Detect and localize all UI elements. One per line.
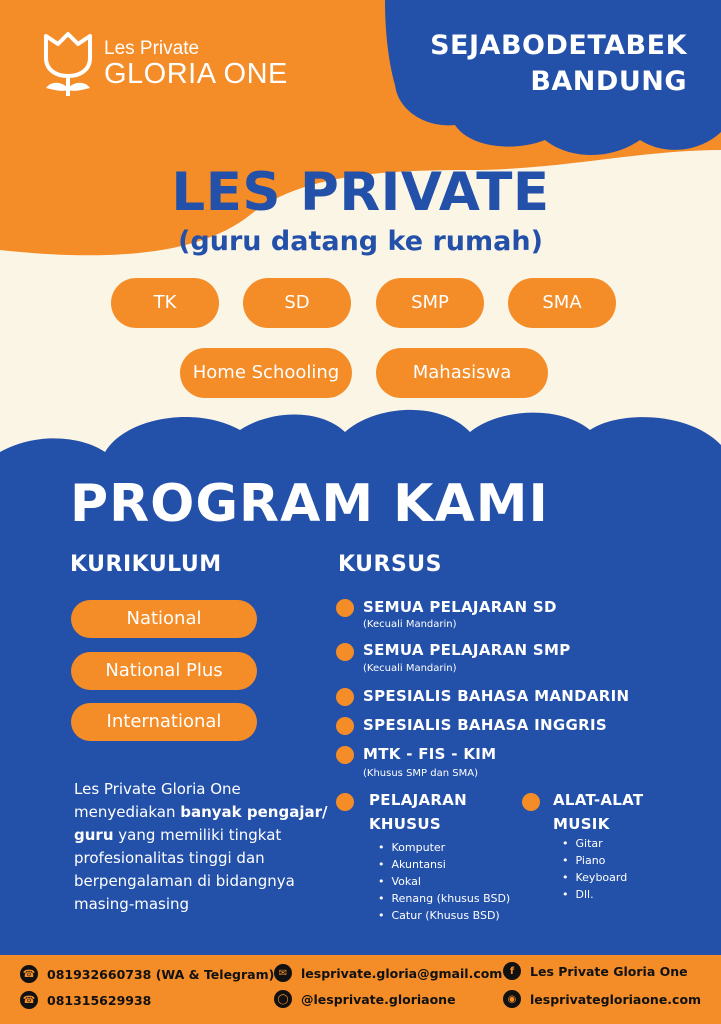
bullet-dot-icon [336,793,354,811]
contact-phone[interactable] [20,991,151,1009]
bullet-dot-icon [336,643,354,661]
contact-facebook-text: Les Private Gloria One [530,963,688,979]
region-line-1: SEJABODETABEK [430,30,687,61]
kursus-item-title: SEMUA PELAJARAN SMP [363,641,571,659]
contact-website[interactable] [503,990,701,1008]
facebook-icon: f [503,962,521,980]
list-item: • Keyboard [562,869,627,886]
kursus-heading: KURSUS [338,552,443,577]
tulip-book-logo-icon [40,30,96,100]
contact-email[interactable] [274,964,502,982]
contact-instagram[interactable] [274,990,456,1008]
khusus-list [378,839,510,924]
contact-facebook[interactable] [503,962,688,980]
kursus-item-title: SPESIALIS BAHASA INGGRIS [363,716,607,734]
description-bold: banyak pengajar/ guru [74,803,328,844]
kurikulum-international: International [71,703,257,741]
mail-icon: ✉ [274,964,292,982]
hero-subtitle: (guru datang ke rumah) [178,226,543,257]
musik-list [562,835,627,903]
bullet-dot-icon [522,793,540,811]
khusus-title-2: KHUSUS [369,815,441,833]
bullet-dot-icon [336,688,354,706]
contact-email-text: lesprivate.gloria@gmail.com [301,965,503,981]
contact-instagram-text: @lesprivate.gloriaone [301,991,456,1007]
kursus-item-note: (Khusus SMP dan SMA) [363,768,478,779]
contact-phone-wa[interactable] [20,965,274,983]
phone-icon: ☎ [20,965,38,983]
region-line-2: BANDUNG [530,66,687,97]
list-item: • Catur (Khusus BSD) [378,907,510,924]
kursus-item-title: SEMUA PELAJARAN SD [363,598,557,616]
list-item: • Renang (khusus BSD) [378,890,510,907]
level-pill-sd: SD [243,278,351,328]
level-pill-sma: SMA [508,278,616,328]
list-item: • Vokal [378,873,510,890]
footer-contact-bar [0,955,721,1024]
hero-title: LES PRIVATE [171,162,550,223]
level-pill-mahasiswa: Mahasiswa [376,348,548,398]
list-item: • Dll. [562,886,627,903]
description [74,778,332,916]
program-title: PROGRAM KAMI [70,474,549,534]
level-pill-smp: SMP [376,278,484,328]
kursus-item-title: MTK - FIS - KIM [363,745,497,763]
level-pill-tk: TK [111,278,219,328]
kurikulum-heading: KURIKULUM [70,552,222,577]
phone-icon: ☎ [20,991,38,1009]
khusus-title-1: PELAJARAN [369,791,468,809]
instagram-icon: ◯ [274,990,292,1008]
list-item: • Gitar [562,835,627,852]
kursus-item-title: SPESIALIS BAHASA MANDARIN [363,687,630,705]
description-part-2: yang memiliki tingkat profesionalitas tinggi dan berpengalaman di bidangnya masing-masing [74,826,295,913]
level-pill-home-schooling: Home Schooling [180,348,352,398]
contact-phone-wa-text: 081932660738 (WA & Telegram) [47,966,275,982]
brand-small-text: Les Private [104,38,200,59]
description-part-1: Les Private Gloria One menyediakan [74,780,241,821]
contact-phone-text: 081315629938 [47,992,152,1008]
list-item: • Akuntansi [378,856,510,873]
bullet-dot-icon [336,746,354,764]
contact-website-text: lesprivategloriaone.com [530,991,702,1007]
globe-icon: ◉ [503,990,521,1008]
kurikulum-national-plus: National Plus [71,652,257,690]
kursus-item-note: (Kecuali Mandarin) [363,663,457,674]
brand-name: GLORIA ONE [104,58,288,90]
musik-title-2: MUSIK [553,815,610,833]
list-item: • Komputer [378,839,510,856]
bullet-dot-icon [336,717,354,735]
bullet-dot-icon [336,599,354,617]
kurikulum-national: National [71,600,257,638]
list-item: • Piano [562,852,627,869]
kursus-item-note: (Kecuali Mandarin) [363,619,457,630]
musik-title-1: ALAT-ALAT [553,791,644,809]
